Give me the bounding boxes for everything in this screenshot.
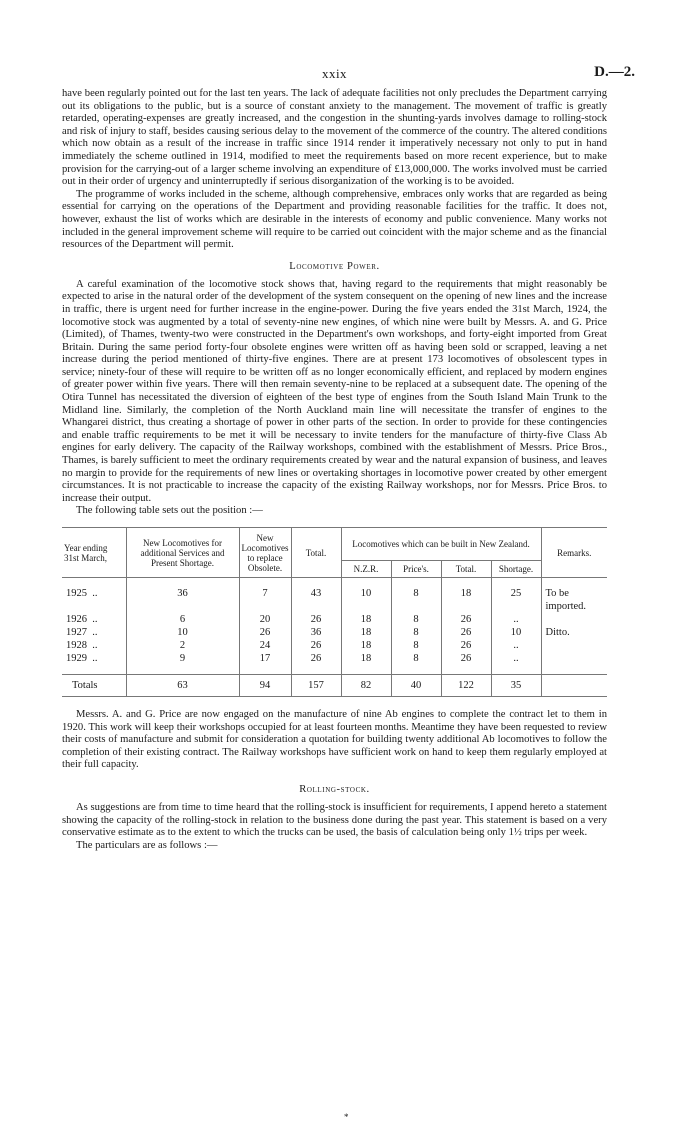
- nz-total-total: 122: [441, 675, 491, 697]
- total-cell: 26: [291, 652, 341, 665]
- shortage-total: 35: [491, 675, 541, 697]
- prices-cell: 8: [391, 587, 441, 613]
- leader-dots: ..: [92, 627, 98, 638]
- nzr-cell: 18: [341, 652, 391, 665]
- total-cell: 43: [291, 587, 341, 613]
- new-locomotives-cell: 36: [126, 587, 239, 613]
- total-cell: 26: [291, 639, 341, 652]
- nz-total-cell: 26: [441, 652, 491, 665]
- nzr-cell: 10: [341, 587, 391, 613]
- shortage-cell: 25: [491, 587, 541, 613]
- total-cell: 26: [291, 613, 341, 626]
- shortage-cell: ..: [491, 639, 541, 652]
- col-header-new-locomotives: New Locomotives for additional Services and Present Shortage.: [126, 528, 239, 578]
- prices-total: 40: [391, 675, 441, 697]
- shortage-cell: ..: [491, 613, 541, 626]
- nzr-total: 82: [341, 675, 391, 697]
- nzr-cell: 18: [341, 613, 391, 626]
- nzr-cell: 18: [341, 626, 391, 639]
- year-cell: 1928: [66, 640, 87, 651]
- leader-dots: ..: [92, 653, 98, 664]
- col-header-nz-group: Locomotives which can be built in New Zealand.: [341, 528, 541, 561]
- col-header-remarks: Remarks.: [541, 528, 607, 578]
- table-row: [62, 613, 607, 626]
- new-locomotives-cell: 9: [126, 652, 239, 665]
- nz-total-cell: 26: [441, 639, 491, 652]
- remarks-cell: To be imported.: [541, 587, 607, 613]
- replace-obsolete-cell: 26: [239, 626, 291, 639]
- prices-cell: 8: [391, 639, 441, 652]
- prices-cell: 8: [391, 652, 441, 665]
- table-row: [62, 626, 607, 639]
- leader-dots: ..: [92, 640, 98, 651]
- paragraph-rolling-stock: As suggestions are from time to time heard that the rolling-stock is insufficient for requirements, I append hereto a statement showing the capacity of the rolling-stock in relation to the business done during the past year. This statement is based on a very conservative estimate as to the extent to which the trucks can be used, the basis of calculation being only 1½ trips per week.: [62, 801, 607, 839]
- remarks-cell: [541, 613, 607, 626]
- page-number: xxix: [321, 66, 348, 81]
- remarks-cell: [541, 652, 607, 665]
- paragraph-table-intro: The following table sets out the position :—: [76, 505, 263, 517]
- paragraph-intro: have been regularly pointed out for the last ten years. The lack of adequate facilities not only precludes the Department carrying out its obligations to the public, but is a source of constant anxiety to the management. The movement of traffic is greatly retarded, operating-expenses are greatly increased, and the congestion in the shunting-yards involves damage to rolling-stock and risk of injury to staff, besides causing serious delay to the movement of the commerce of the country. The altered conditions which now obtain as a result of the increase in traffic since 1914 render it imperatively necessary not only to put in hand immediately the scheme outlined in 1914, modified to meet the requirements based on more recent experience, but to make provision for the carrying-out of a larger scheme involving an expenditure of £13,000,000. The works involved must be carried out in their order of urgency and uninterruptedly if serious disorganization of the working is to be avoided.: [62, 88, 607, 188]
- locomotive-table: [62, 527, 607, 697]
- replace-obsolete-cell: 20: [239, 613, 291, 626]
- totals-label: Totals: [62, 675, 126, 697]
- paragraph-price-bros: Messrs. A. and G. Price are now engaged on the manufacture of nine Ab engines to complete the contract let to them in 1920. This work will keep their workshops occupied for at least fourteen months. Meantime they have been requested to review their costs of manufacture and submit for consideration a quotation for building twenty additional Ab locomotives to follow the completion of their existing contract. The Railway workshops have sufficient work on hand to keep them regularly employed at their full capacity.: [62, 709, 607, 771]
- col-header-total: Total.: [291, 528, 341, 578]
- prices-cell: 8: [391, 626, 441, 639]
- document-page: [62, 58, 635, 852]
- col-header-nz-total: Total.: [441, 561, 491, 578]
- year-cell: 1925: [66, 588, 87, 599]
- leader-dots: ..: [92, 614, 98, 625]
- replace-obsolete-total: 94: [239, 675, 291, 697]
- page-header: [62, 58, 635, 88]
- table-row: [62, 587, 607, 613]
- remarks-total: [541, 675, 607, 697]
- shortage-cell: ..: [491, 652, 541, 665]
- year-cell: 1926: [66, 614, 87, 625]
- paragraph-programme: The programme of works included in the scheme, although comprehensive, embraces only works that are regarded as being essential for carrying on the operations of the Department and providing reasonable facilities for the traffic. It does not, however, exhaust the list of works which are desirable in the interests of economy and public convenience. Many works not included in the general improvement scheme will require to be carried out coincident with the major scheme and as the financial resources of the Department will permit.: [62, 188, 607, 251]
- col-header-shortage: Shortage.: [491, 561, 541, 578]
- col-header-prices: Price's.: [391, 561, 441, 578]
- col-header-replace-obsolete: New Locomotives to replace Obsolete.: [239, 528, 291, 578]
- paragraph-locomotive: A careful examination of the locomotive stock shows that, having regard to the requirements that might reasonably be expected to arise in the natural order of the development of the system consequent on the opening of new lines and the increase in traffic, there is urgent need for further increase in the engine-power. During the five years ended the 31st March, 1924, the locomotive stock was augmented by a total of seventy-nine new engines, of which nine were built by Messrs. A. and G. Price (Limited), of Thames, twenty-two were constructed in the Department's own workshops, and forty-eight imported from Great Britain. During the same period forty-four obsolete engines were written off as having been sold or scrapped, leaving a net increase during the period mentioned of thirty-five engines. There are at present 173 locomotives of obsolescent types in service; ninety-four of these will require to be written off as no longer economically efficient, and replaced by modern engines of greater power within five years. There will then remain seventy-nine to be replaced at a subsequent date. The opening of the Otira Tunnel has necessitated the diversion of eighteen of the best type of engines from the South Island Main Trunk to the Midland line. Similarly, the completion of the North Auckland main line will necessitate the transfer of engines to the Whangarei district, thus creating a shortage of power in other parts of the section. In order to provide for these contingencies and enable traffic requirements to be met it will be necessary to invite tenders for the manufacture of thirty-five Class Ab engines for early delivery. The capacity of the Railway workshops, combined with the establishment of Messrs. Price Bros., Thames, is barely sufficient to meet the ordinary requirements created by wear and the natural expansion of business, and leaves no margin to provide for the requirements of new lines or overtaking shortages in locomotive power created by other emergent circumstances. It is not practicable to increase the capacity of the existing Railway workshops, nor for Messrs. Price Bros. to increase their output.: [62, 278, 607, 504]
- replace-obsolete-cell: 17: [239, 652, 291, 665]
- new-locomotives-cell: 10: [126, 626, 239, 639]
- heading-rolling-stock: Rolling-stock.: [299, 783, 370, 795]
- remarks-cell: [541, 639, 607, 652]
- nz-total-cell: 18: [441, 587, 491, 613]
- nzr-cell: 18: [341, 639, 391, 652]
- year-cell: 1927: [66, 627, 87, 638]
- paragraph-particulars: The particulars are as follows :—: [76, 839, 218, 851]
- col-header-nzr: N.Z.R.: [341, 561, 391, 578]
- table-row: [62, 652, 607, 665]
- replace-obsolete-cell: 24: [239, 639, 291, 652]
- document-reference: D.—2.: [594, 64, 635, 80]
- nz-total-cell: 26: [441, 613, 491, 626]
- totals-row: [62, 675, 607, 697]
- prices-cell: 8: [391, 613, 441, 626]
- new-locomotives-total: 63: [126, 675, 239, 697]
- heading-locomotive-power: Locomotive Power.: [289, 260, 380, 272]
- footer-mark: *: [344, 1112, 349, 1122]
- leader-dots: ..: [92, 588, 98, 599]
- total-cell: 36: [291, 626, 341, 639]
- new-locomotives-cell: 2: [126, 639, 239, 652]
- nz-total-cell: 26: [441, 626, 491, 639]
- replace-obsolete-cell: 7: [239, 587, 291, 613]
- remarks-cell: Ditto.: [541, 626, 607, 639]
- grand-total: 157: [291, 675, 341, 697]
- col-header-year: Year ending 31st March,: [62, 528, 126, 578]
- shortage-cell: 10: [491, 626, 541, 639]
- year-cell: 1929: [66, 653, 87, 664]
- table-row: [62, 639, 607, 652]
- new-locomotives-cell: 6: [126, 613, 239, 626]
